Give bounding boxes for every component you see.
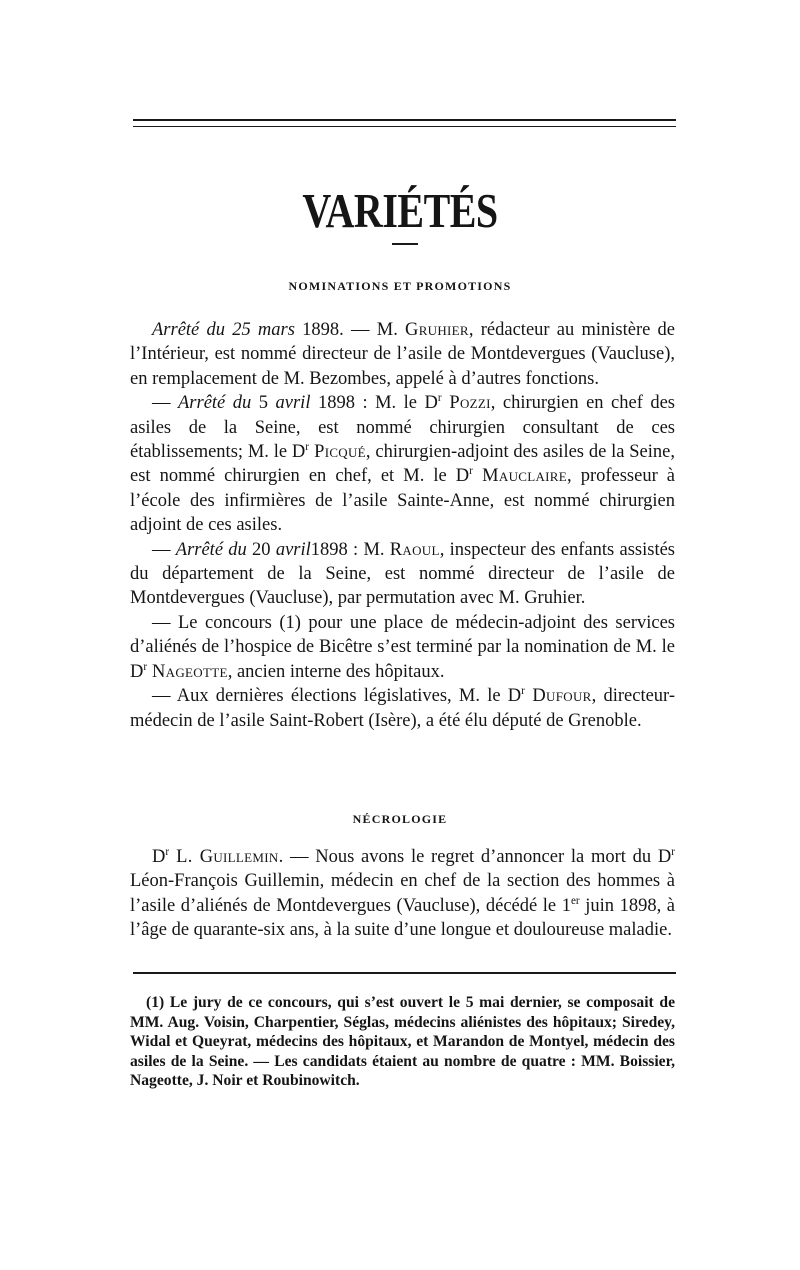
page-title: VARIÉTÉS bbox=[302, 183, 498, 239]
necrologie-section bbox=[130, 845, 675, 943]
paragraph-arrete-20-avril: — Arrêté du 20 avril1898 : M. Raoul, inspecteur des enfants assistés du département de la Seine, est nommé directeur de l’asile de Montdevergues (Vaucluse), par permutation avec M. Gruhier. bbox=[130, 539, 676, 609]
header-rule bbox=[133, 119, 676, 121]
date-text: Arrêté du bbox=[175, 539, 247, 560]
footnote: (1) Le jury de ce concours, qui s’est ouvert le 5 mai dernier, se composait de MM. Aug. Voisin, Charpentier, Séglas, médecins aliénistes des hôpitaux; Siredey, Widal et Queyrat, médecins des hôpitaux, et Marandon de Montyel, médecin des asiles de la Seine. — Les candidats étaient au nombre de quatre : MM. Boissier, Nageotte, J. Noir et Roubinowitch. bbox=[130, 994, 675, 1090]
footnote-rule bbox=[133, 972, 676, 974]
person-name: Pozzi bbox=[441, 393, 491, 414]
nominations-section bbox=[130, 318, 675, 733]
header-rule-thin bbox=[133, 126, 676, 127]
person-name: L. Guillemin bbox=[169, 847, 279, 867]
paragraph-guillemin: $D^r$ L. Guillemin. — Nous avons le regret d’annoncer la mort du $D^r$ Léon-François Guillemin, médecin en chef de la section des hommes à l’asile d’aliénés de Montdevergues (Vaucluse), décédé le 1er juin 1898, à l’âge de quarante-six ans, à la suite d’une longue et douloureuse maladie. bbox=[130, 845, 675, 941]
section-heading-nominations: NOMINATIONS ET PROMOTIONS bbox=[288, 279, 512, 293]
paragraph-arrete-25-mars: Arrêté du 25 mars 1898. — M. Gruhier, rédacteur au ministère de l’Intérieur, est nommé directeur de l’asile de Montdevergues (Vaucluse), en remplacement de M. Bezombes, appelé à d’autres fonctions. bbox=[130, 320, 675, 389]
section-heading-necrologie: NÉCROLOGIE bbox=[352, 812, 448, 826]
date-text: Arrêté du bbox=[178, 393, 252, 414]
person-name: Picqué bbox=[308, 442, 366, 463]
person-name: Gruhier bbox=[405, 320, 469, 340]
paragraph-arrete-5-avril: — Arrêté du 5 avril 1898 : M. le $D^r$ Pozzi, chirurgien en chef des asiles de la Seine, est nommé chirurgien consultant de ces établissements; M. le $D^r$ Picqué, chirurgien-adjoint des asiles de la Seine, est nommé chirurgien en chef, et M. le $D^r$ Mauclaire, professeur à l’école des infirmières de l’asile Sainte-Anne, est nommé chirurgien adjoint de ces asiles. bbox=[130, 392, 676, 536]
paragraph-concours: — Le concours (1) pour une place de médecin-adjoint des services d’aliénés de l’hospice de Bicêtre s’est terminé par la nomination de M. le $D^r$ Nageotte, ancien interne des hôpitaux. bbox=[130, 612, 675, 682]
person-name: Mauclaire bbox=[472, 466, 568, 487]
person-name: Nageotte bbox=[147, 661, 228, 682]
title-dash bbox=[392, 243, 418, 245]
date-text: Arrêté du 25 mars bbox=[152, 320, 295, 340]
paragraph-elections: — Aux dernières élections législatives, M. le $D^r$ Dufour, directeur-médecin de l’asile Saint-Robert (Isère), a été élu député de Grenoble. bbox=[130, 684, 676, 731]
person-name: Dufour bbox=[524, 686, 592, 707]
person-name: Raoul bbox=[389, 539, 440, 560]
